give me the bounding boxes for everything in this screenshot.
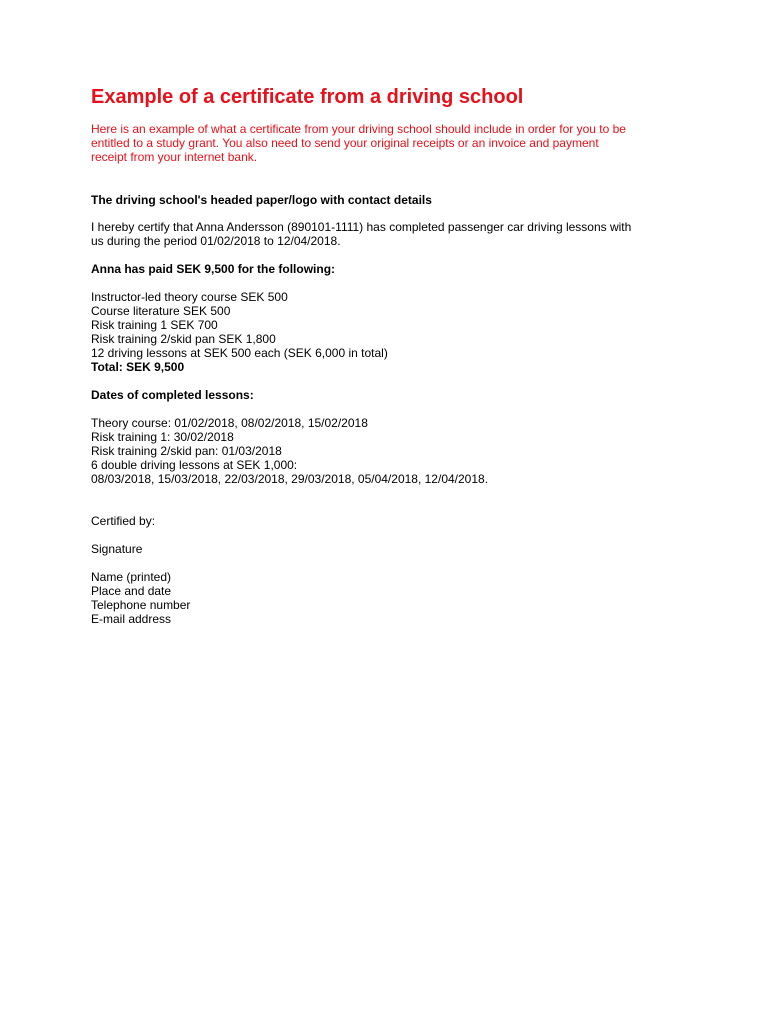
payment-item: Instructor-led theory course SEK 500 (91, 290, 288, 304)
signer-field: E-mail address (91, 612, 172, 626)
date-line: Risk training 1: 30/02/2018 (91, 430, 234, 444)
intro-paragraph (91, 122, 691, 164)
intro-line: Here is an example of what a certificate from your driving school should include in order for you to be (91, 122, 626, 136)
date-line: Risk training 2/skid pan: 01/03/2018 (91, 444, 282, 458)
letterhead-heading: The driving school's headed paper/logo with contact details (91, 193, 432, 207)
document-title: Example of a certificate from a driving school (91, 86, 524, 108)
payment-item: Course literature SEK 500 (91, 304, 231, 318)
certified-by-label: Certified by: (91, 514, 156, 528)
signer-field: Name (printed) (91, 570, 172, 584)
intro-line: entitled to a study grant. You also need to send your original receipts or an invoice and payment (91, 136, 599, 150)
date-line: Theory course: 01/02/2018, 08/02/2018, 15/02/2018 (91, 416, 368, 430)
certify-line: I hereby certify that Anna Andersson (890101-1111) has completed passenger car driving lessons with (91, 220, 632, 234)
signer-field: Telephone number (91, 598, 191, 612)
certify-line: us during the period 01/02/2018 to 12/04/2018. (91, 234, 341, 248)
date-line: 08/03/2018, 15/03/2018, 22/03/2018, 29/03/2018, 05/04/2018, 12/04/2018. (91, 472, 489, 486)
payment-item: Risk training 1 SEK 700 (91, 318, 218, 332)
payment-item: 12 driving lessons at SEK 500 each (SEK 6,000 in total) (91, 346, 388, 360)
intro-line: receipt from your internet bank. (91, 150, 258, 164)
dates-heading: Dates of completed lessons: (91, 388, 254, 402)
dates-list (91, 416, 488, 486)
certify-paragraph (91, 220, 631, 248)
signature-label: Signature (91, 542, 143, 556)
payment-items-list (91, 290, 388, 374)
signer-field: Place and date (91, 584, 172, 598)
payment-total: Total: SEK 9,500 (91, 360, 185, 374)
date-line: 6 double driving lessons at SEK 1,000: (91, 458, 298, 472)
paid-heading: Anna has paid SEK 9,500 for the following: (91, 262, 336, 276)
signer-fields (91, 570, 190, 626)
payment-item: Risk training 2/skid pan SEK 1,800 (91, 332, 276, 346)
